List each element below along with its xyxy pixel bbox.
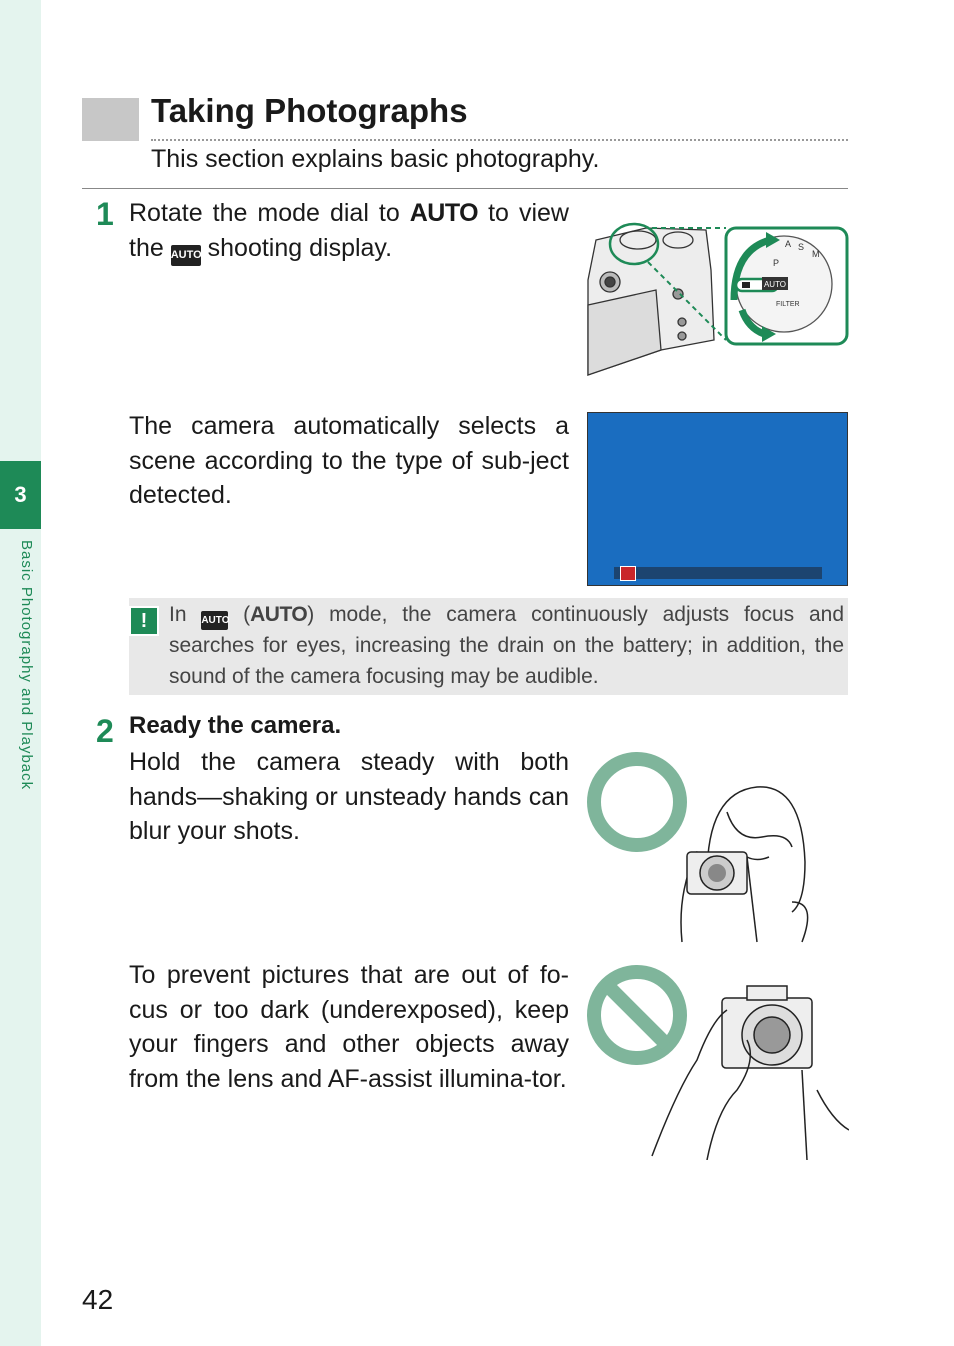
dial-label-filter: FILTER	[776, 301, 800, 308]
step-2-text: Hold the camera steady with both hands—shaking or unsteady hands can blur your shots.	[129, 748, 569, 845]
section-label: Basic Photography and Playback	[18, 540, 35, 791]
step-1-text-a: Rotate the mode dial to	[129, 199, 410, 227]
auto-mode-icon-small: AUTO	[201, 611, 228, 630]
step-1-number: 1	[96, 196, 114, 232]
chapter-tab: 3	[0, 461, 41, 529]
dotted-divider	[151, 139, 848, 141]
dial-label-p: P	[773, 258, 780, 268]
note-text-b: (	[228, 603, 251, 626]
correct-hold-figure	[587, 752, 849, 946]
page-subtitle: This section explains basic photography.	[151, 145, 600, 173]
lcd-status-bar	[614, 567, 822, 579]
scene-icon	[620, 566, 636, 581]
dial-label-a: A	[785, 239, 792, 249]
caution-icon: !	[129, 606, 159, 636]
auto-word: AUTO	[409, 199, 479, 227]
dial-label-s: S	[798, 242, 805, 252]
dial-label-m: M	[812, 249, 820, 259]
page-title: Taking Photographs	[151, 92, 468, 129]
step-2-text-2: To prevent pictures that are out of fo-cus or too dark (underexposed), keep your fingers and other objects away from the lens and AF-assist illumina-tor.	[129, 961, 569, 1093]
note-text-c: ) mode, the camera continuously adjusts focus and searches for eyes, increasing the drain on the battery; in addition, the sound of the camera focusing may be audible.	[169, 603, 844, 688]
step-1-detail: The camera automatically selects a scene according to the type of sub-ject detected.	[129, 412, 569, 509]
note-text-a: In	[169, 603, 202, 626]
ok-circle-icon	[594, 759, 680, 845]
dial-label-auto: AUTO	[763, 280, 787, 289]
step-2-heading: Ready the camera.	[129, 712, 342, 739]
note-auto-word: AUTO	[250, 603, 308, 626]
caution-note	[129, 598, 848, 695]
lcd-shooting-display	[587, 412, 848, 586]
step-1-text-c: shooting display.	[200, 233, 393, 262]
page-number: 42	[82, 1284, 114, 1315]
step-2-number: 2	[96, 713, 114, 749]
camera-mode-dial-figure	[586, 210, 850, 376]
auto-mode-icon: AUTO	[171, 245, 201, 266]
incorrect-hold-figure	[587, 960, 849, 1160]
note-text	[169, 599, 844, 692]
section-rule	[82, 188, 848, 189]
step-1-text	[129, 196, 569, 266]
step-1-text-b: to view the	[129, 199, 569, 262]
title-marker	[82, 98, 139, 141]
